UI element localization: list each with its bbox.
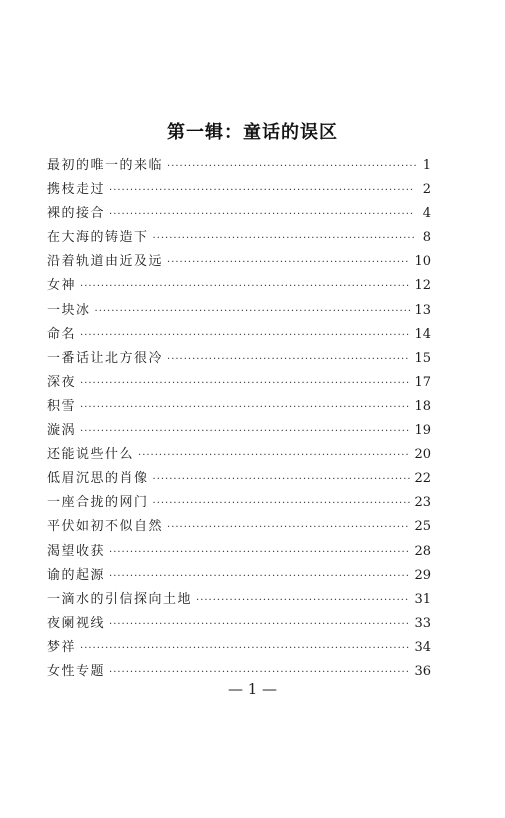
toc-leader-dots [167,348,410,372]
toc-entry-title: 在大海的铸造下 [47,230,149,246]
toc-entry-page-number: 1 [422,158,431,173]
toc-entry [47,250,431,274]
toc-entry-page-number: 22 [414,471,431,487]
toc-leader-dots [167,155,417,179]
toc-entry-page-number: 2 [422,182,431,198]
toc-entry-page-number: 25 [414,519,431,535]
toc-entry-title: 梦祥 [47,639,77,655]
toc-entry-page-number: 19 [414,423,431,439]
toc-entry-page-number: 31 [414,591,431,607]
page-title: 第一辑：童话的误区 [167,122,338,143]
toc-entry [47,588,431,612]
toc-entry [47,274,431,298]
toc-entry [47,371,431,395]
toc-entry [47,467,431,491]
toc-entry-page-number: 20 [414,447,431,463]
toc-entry-title: 一座合拢的网门 [47,495,149,511]
toc-entry [47,323,431,347]
toc-entry [47,226,431,250]
toc-entry-page-number: 36 [414,663,431,679]
toc-leader-dots [109,565,410,589]
toc-entry-title: 一块冰 [47,302,91,318]
toc-entry [47,443,431,467]
toc-entry-title: 漩涡 [47,423,77,439]
toc-entry-title: 深夜 [47,374,77,390]
toc-entry [47,491,431,515]
toc-entry-page-number: 10 [414,254,431,270]
toc-entry-page-number: 28 [414,543,431,559]
toc-leader-dots [80,372,410,396]
toc-leader-dots [196,589,410,613]
toc-entry-page-number: 23 [414,495,431,511]
toc-entry-title: 一番话让北方很冷 [47,350,164,366]
toc-entry [47,564,431,588]
toc-entry-title: 积雪 [47,398,77,414]
page-number-footer: — 1 — [227,680,278,698]
toc-entry-title: 命名 [47,326,77,342]
toc-entry-title: 低眉沉思的肖像 [47,471,149,487]
toc-leader-dots [80,420,410,444]
toc-entry-title: 裸的接合 [47,206,106,222]
table-of-contents [47,154,431,684]
toc-entry-title: 女性专题 [47,663,106,679]
toc-leader-dots [80,637,410,661]
toc-entry-page-number: 15 [414,350,431,366]
toc-leader-dots [109,203,414,227]
toc-entry-page-number: 13 [414,302,431,318]
toc-entry-title: 一滴水的引信探向土地 [47,591,193,607]
toc-leader-dots [109,613,410,637]
toc-entry-title: 最初的唯一的来临 [47,158,164,173]
toc-entry [47,299,431,323]
toc-leader-dots [138,444,410,468]
toc-leader-dots [80,275,410,299]
toc-entry [47,178,431,202]
toc-entry-title: 夜阑视线 [47,615,106,631]
toc-leader-dots [167,516,410,540]
toc-entry [47,202,431,226]
toc-leader-dots [95,300,411,324]
toc-entry [47,636,431,660]
toc-entry [47,515,431,539]
toc-entry-title: 谕的起源 [47,567,106,583]
toc-entry [47,347,431,371]
toc-entry [47,419,431,443]
toc-leader-dots [109,179,414,203]
toc-entry-page-number: 17 [414,374,431,390]
toc-entry [47,540,431,564]
toc-entry-page-number: 34 [414,639,431,655]
toc-entry-page-number: 12 [414,278,431,294]
toc-entry-page-number: 18 [414,398,431,414]
toc-entry-title: 女神 [47,278,77,294]
toc-entry-page-number: 4 [422,206,431,222]
toc-entry-page-number: 8 [422,230,431,246]
toc-leader-dots [109,541,410,565]
toc-entry-page-number: 33 [414,615,431,631]
toc-entry [47,612,431,636]
toc-entry [47,154,431,178]
toc-entry-title: 携枝走过 [47,182,106,198]
toc-entry-title: 还能说些什么 [47,447,135,463]
toc-entry-page-number: 14 [414,326,431,342]
toc-entry-title: 沿着轨道由近及远 [47,254,164,270]
toc-leader-dots [80,396,410,420]
toc-leader-dots [153,227,417,251]
toc-leader-dots [167,251,410,275]
toc-entry-page-number: 29 [414,567,431,583]
toc-leader-dots [153,468,411,492]
toc-entry [47,395,431,419]
toc-entry-title: 平伏如初不似自然 [47,519,164,535]
toc-entry-title: 渴望收获 [47,543,106,559]
toc-leader-dots [80,324,410,348]
toc-leader-dots [153,492,411,516]
